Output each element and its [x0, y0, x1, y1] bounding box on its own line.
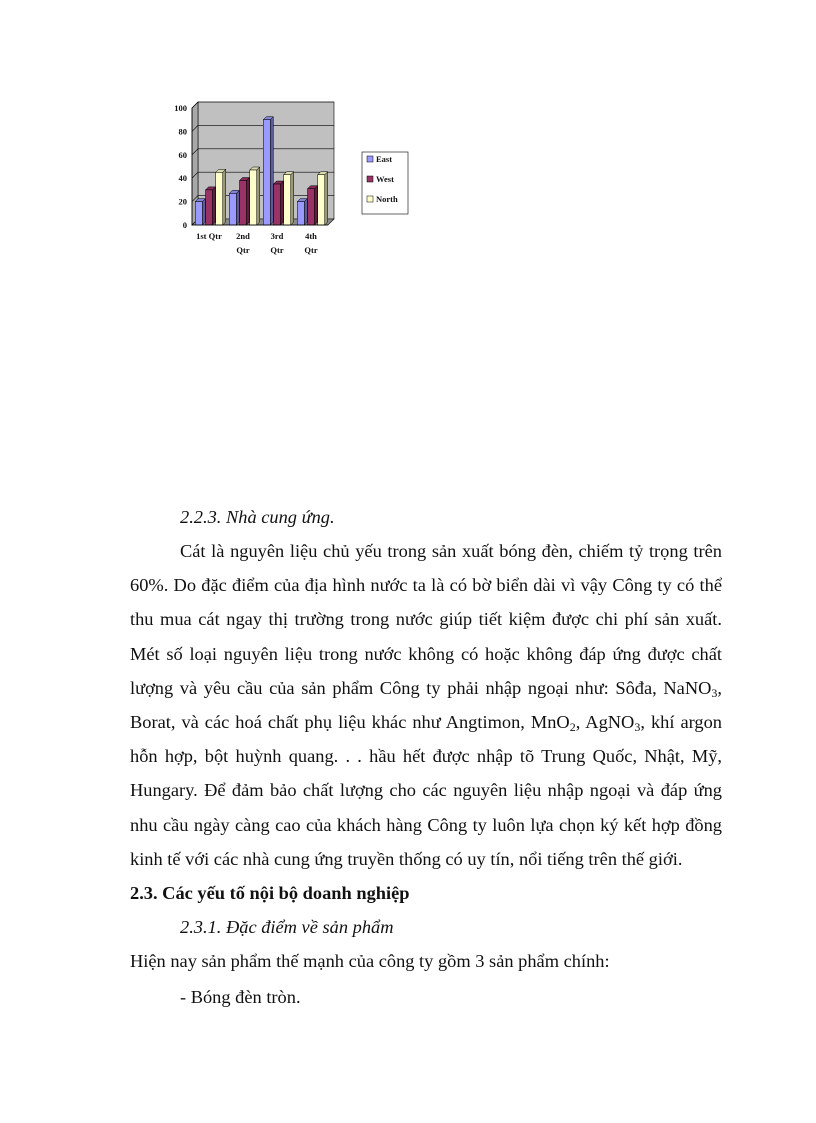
bar-front [284, 175, 291, 225]
bar-side [304, 199, 307, 225]
bar-front [318, 175, 325, 225]
bar-side [236, 190, 239, 225]
product-bullet: - Bóng đèn tròn. [180, 987, 301, 1007]
bar-front [240, 181, 247, 225]
legend-label: West [376, 174, 394, 184]
subscript: 3 [634, 720, 641, 735]
bar [216, 169, 226, 225]
legend-swatch [367, 176, 373, 182]
bar-front [250, 170, 257, 225]
x-tick-label: 4th [305, 231, 317, 241]
legend-label: East [376, 154, 393, 164]
bar-side [270, 117, 273, 225]
bar-side [202, 199, 205, 225]
bar-chart [160, 100, 420, 270]
bar-side [315, 186, 318, 225]
x-tick-label: 3rd [270, 231, 284, 241]
y-tick-label: 20 [178, 196, 187, 207]
products-intro: Hiện nay sản phẩm thế mạnh của công ty gồm 3 sản phẩm chính: [130, 951, 610, 971]
bar [229, 190, 239, 225]
bar-front [274, 184, 281, 225]
bar-front [297, 202, 304, 225]
x-tick-label: 2nd [236, 231, 250, 241]
legend-swatch [367, 196, 373, 202]
bar-side [291, 172, 294, 225]
x-tick-label: Qtr [236, 245, 250, 255]
x-tick-label: 1st Qtr [196, 231, 222, 241]
bar-front [263, 120, 270, 225]
y-tick-label: 60 [178, 149, 187, 160]
bar-side [247, 178, 250, 225]
section-2-2-3-heading: 2.2.3. Nhà cung ứng. [180, 507, 335, 527]
y-tick-label: 0 [182, 220, 187, 230]
bar-front [216, 172, 223, 225]
legend-label: North [376, 194, 398, 204]
bar [284, 172, 294, 225]
bar-side [325, 172, 328, 225]
y-tick-label: 40 [178, 173, 187, 184]
bar-side [257, 167, 260, 225]
x-tick-label: Qtr [304, 245, 318, 255]
para-part: , AgNO [575, 712, 635, 733]
para-part: , Borat, và các hoá chất phụ liệu khác như Angtimon, MnO [130, 677, 722, 733]
bar-side [281, 181, 284, 225]
bar [308, 186, 318, 225]
bar [297, 199, 307, 225]
bar-front [308, 189, 315, 225]
bar-side [223, 169, 226, 225]
bar [240, 178, 250, 225]
bar-front [229, 193, 236, 225]
para-part: Cát là nguyên liệu chủ yếu trong sản xuất bóng đèn, chiếm tỷ trọng trên 60%. Do đặc điểm của địa hình nước ta là có bờ biển dài vì vậy Công ty có thể thu mua cát ngay thị trường trong nước giúp tiết kiệm được chi phí sản xuất. Mét số loại nguyên liệu trong nước không có hoặc không đáp ứng được chất lượng và yêu cầu của sản phẩm Công ty phải nhập ngoại như: Sôđa, NaNO [130, 541, 722, 698]
bar [274, 181, 284, 225]
section-2-3-1-heading: 2.3.1. Đặc điểm về sản phẩm [180, 917, 394, 937]
bar-front [195, 202, 202, 225]
legend-swatch [367, 156, 373, 162]
subscript: 3 [711, 685, 718, 700]
x-tick-label: Qtr [270, 245, 284, 255]
bar [263, 117, 273, 225]
supplier-paragraph [130, 534, 722, 876]
bar [195, 199, 205, 225]
bar [318, 172, 328, 225]
bar-side [213, 187, 216, 225]
bar-front [206, 190, 213, 225]
y-tick-label: 80 [178, 126, 187, 137]
section-2-3-heading: 2.3. Các yếu tố nội bộ doanh nghiệp [130, 883, 410, 903]
bar [250, 167, 260, 225]
bar [206, 187, 216, 225]
subscript: 2 [569, 720, 576, 735]
y-tick-label: 100 [174, 103, 187, 113]
para-part: , khí argon hỗn hợp, bột huỳnh quang. . . hầu hết được nhập tõ Trung Quốc, Nhật, Mỹ, Hungary. Để đảm bảo chất lượng cho các nguyên liệu nhập ngoại và đáp ứng nhu cầu ngày càng cao của khách hàng Công ty luôn lựa chọn ký kết hợp đồng kinh tế với các nhà cung ứng truyền thống có uy tín, nổi tiếng trên thế giới. [130, 712, 722, 869]
